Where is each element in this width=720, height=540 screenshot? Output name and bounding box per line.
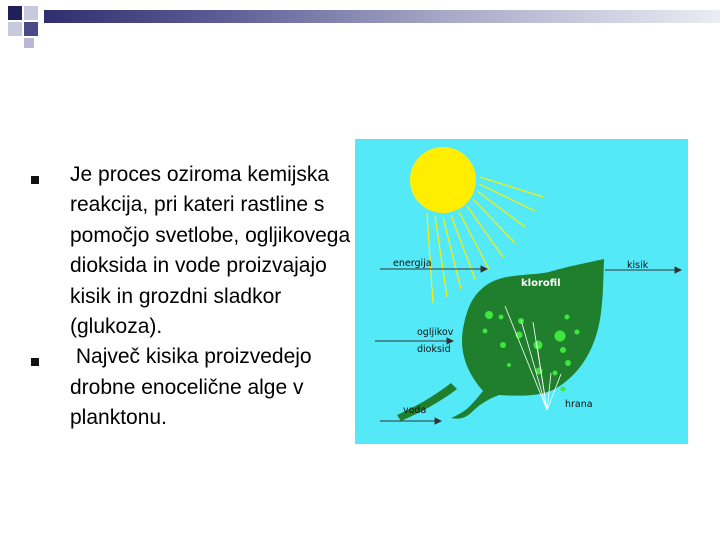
deco-square-light bbox=[8, 22, 22, 36]
deco-gradient-bar bbox=[44, 10, 720, 23]
energy-label: energija bbox=[393, 258, 432, 269]
bullet-marker-icon bbox=[31, 358, 39, 366]
photosynthesis-diagram bbox=[355, 139, 688, 444]
chlorophyll-label: klorofil bbox=[521, 278, 561, 289]
deco-square-light bbox=[24, 6, 38, 20]
bullet-text: Je proces oziroma kemijska reakcija, pri kateri rastline s pomočjo svetlobe, ogljikovega dioksida in vode proizvajajo kisik in grozdni sladkor (glukoza). bbox=[70, 163, 351, 339]
slide-header-decoration bbox=[0, 0, 720, 60]
water-label: voda bbox=[403, 405, 427, 416]
oxygen-label: kisik bbox=[627, 260, 649, 271]
co2-label-line2: dioksid bbox=[417, 344, 451, 355]
deco-square-dark bbox=[8, 6, 22, 20]
bullet-marker-icon bbox=[31, 176, 39, 184]
deco-square-dark bbox=[24, 22, 38, 36]
food-label: hrana bbox=[565, 399, 593, 410]
sun-icon bbox=[410, 147, 476, 213]
diagram-graphic bbox=[355, 139, 688, 444]
bullet-item bbox=[28, 342, 358, 433]
bullet-list bbox=[28, 160, 358, 434]
bullet-text: Največ kisika proizvedejo drobne enocelične alge v planktonu. bbox=[70, 345, 318, 430]
bullet-item bbox=[28, 160, 358, 342]
co2-label-line1: ogljikov bbox=[417, 327, 454, 338]
deco-square-light bbox=[24, 38, 34, 48]
